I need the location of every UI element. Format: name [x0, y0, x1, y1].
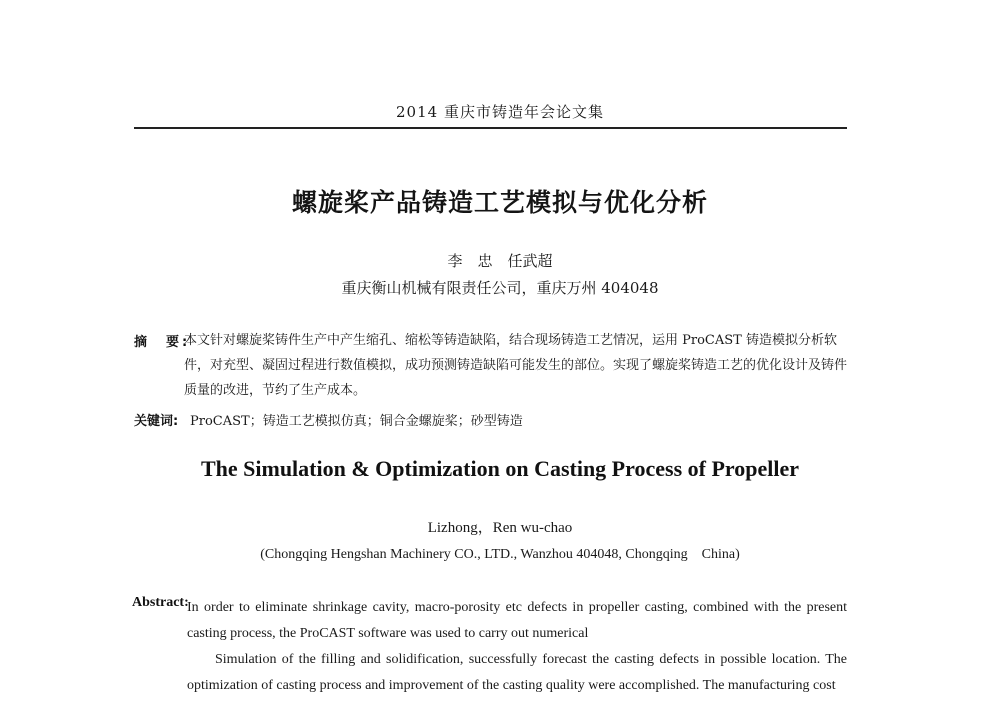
english-abstract-body [187, 595, 847, 699]
english-title: The Simulation & Optimization on Casting Process of Propeller [200, 456, 800, 481]
chinese-keywords-label: 关键词: [134, 414, 179, 429]
chinese-abstract-text: 本文针对螺旋桨铸件生产中产生缩孔、缩松等铸造缺陷，结合现场铸造工艺情况，运用 ProCAST 铸造模拟分析软件，对充型、凝固过程进行数值模拟，成功预测铸造缺陷可能发生的部位。实现了螺旋桨铸造工艺的优化设计及铸件质量的改进，节约了生产成本。 [184, 333, 848, 398]
chinese-affiliation: 重庆衡山机械有限责任公司，重庆万州 404048 [341, 279, 659, 297]
running-header: 2014 重庆市铸造年会论文集 [396, 103, 604, 121]
chinese-authors: 李 忠 任武超 [447, 252, 553, 270]
english-abstract-label: Abstract: [132, 595, 189, 610]
chinese-title: 螺旋桨产品铸造工艺模拟与优化分析 [291, 188, 708, 217]
chinese-abstract-label: 摘 要: [134, 335, 191, 350]
chinese-keywords-text: ProCAST；铸造工艺模拟仿真；铜合金螺旋桨；砂型铸造 [190, 414, 523, 429]
header-divider [134, 127, 847, 129]
english-authors: Lizhong，Ren wu-chao [427, 520, 573, 536]
english-affiliation: (Chongqing Hengshan Machinery CO., LTD., Wanzhou 404048, Chongqing China) [260, 547, 740, 562]
english-abstract-paragraph-1: In order to eliminate shrinkage cavity, macro-porosity etc defects in propeller casting, combined with the present casting process, the ProCAST software was used to carry out numerical [187, 600, 847, 641]
english-abstract-paragraph-2: Simulation of the filling and solidification, successfully forecast the casting defects in possible location. The optimization of casting process and improvement of the casting quality were accomplished. The manufacturing cost [187, 652, 847, 693]
